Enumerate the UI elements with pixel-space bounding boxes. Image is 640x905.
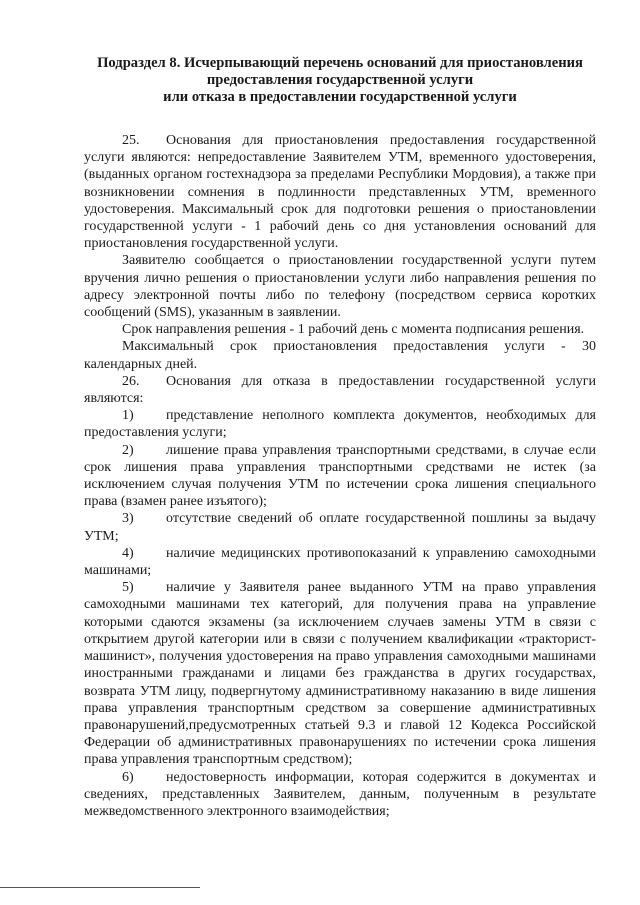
paragraph-25 — [84, 132, 596, 252]
list-item-text: недостоверность информации, которая содержится в документах и сведениях, представленных Заявителем, данным, полученным в результате межведомственного электронного взаимодействия; — [84, 769, 596, 819]
paragraph-text: Срок направления решения - 1 рабочий день с момента подписания решения. — [122, 322, 585, 338]
list-item-text: отсутствие сведений об оплате государственной пошлины за выдачу УТМ; — [84, 511, 596, 544]
list-item-number: 6) — [122, 769, 134, 785]
paragraph-text: Основания для отказа в предоставлении государственной услуги являются: — [84, 373, 596, 407]
paragraph-decision-term — [84, 321, 596, 338]
list-item-number: 1) — [122, 408, 134, 424]
paragraph-text: Основания для приостановления предоставления государственной услуги являются: непредоставление Заявителем УТМ, временного удостоверения, (выданных органом гостехнадзора за пределами Республики Мордовия), а также при возникновении сомнения в подлинности представленных УТМ, временного удостоверения. Максимальный срок для подготовки решения о приостановлении государственной услуги - 1 рабочий день со дня установления оснований для приостановления государственной услуги. — [84, 133, 596, 252]
list-item-5 — [84, 579, 596, 768]
list-item-text: наличие у Заявителя ранее выданного УТМ на право управления самоходными машинами тех категорий, для получения права на управление которыми сдаются экзамены (за исключением случаев замены УТМ в связи с открытием другой категории или в связи с получением квалификации «тракторист-машинист», получения удостоверения на право управления самоходными машинами иностранными гражданами и лицами без гражданства в других государствах, возврата УТМ лицу, подвергнутому административному наказанию в виде лишения права управления транспортным средством за совершение административных правонарушений,предусмотренных статьей 9.3 и главой 12 Кодекса Российской Федерации об административных правонарушениях по истечении срока лишения права управления транспортным средством); — [84, 580, 596, 768]
section-heading — [84, 55, 596, 106]
paragraph-max-suspension — [84, 338, 596, 372]
list-item-3 — [84, 510, 596, 544]
paragraph-26 — [84, 373, 596, 407]
list-item-number: 3) — [122, 511, 134, 527]
paragraph-text: Заявителю сообщается о приостановлении государственной услуги путем вручения лично решения о приостановлении услуги либо направления решения по адресу электронной почты либо по телефону (посредством сервиса коротких сообщений (SMS), указанным в заявлении. — [84, 253, 596, 321]
paragraph-number: 25. — [122, 133, 140, 148]
paragraph-number: 26. — [122, 373, 140, 389]
list-item-text: лишение права управления транспортными средствами, в случае если срок лишения права управления транспортными средствами не истек (за исключением случая получения УТМ по истечении срока лишения специального права (взамен ранее изъятого); — [84, 442, 596, 510]
heading-line-1: Подраздел 8. Исчерпывающий перечень оснований для приостановления — [97, 55, 583, 71]
list-item-2 — [84, 442, 596, 511]
list-item-6 — [84, 769, 596, 821]
paragraph-notification — [84, 252, 596, 321]
list-item-number: 2) — [122, 442, 134, 458]
list-item-number: 4) — [122, 545, 134, 561]
heading-line-3: или отказа в предоставлении государственной услуги — [163, 89, 517, 105]
list-item-1 — [84, 407, 596, 441]
paragraph-text: Максимальный срок приостановления предоставления услуги - 30 календарных дней. — [84, 339, 596, 372]
list-item-number: 5) — [122, 580, 134, 596]
list-item-text: представление неполного комплекта документов, необходимых для предоставления услуги; — [84, 408, 596, 441]
list-item-4 — [84, 545, 596, 579]
list-item-text: наличие медицинских противопоказаний к управлению самоходными машинами; — [84, 545, 596, 579]
footnote-divider — [0, 887, 200, 888]
heading-line-2: предоставления государственной услуги — [206, 72, 474, 88]
